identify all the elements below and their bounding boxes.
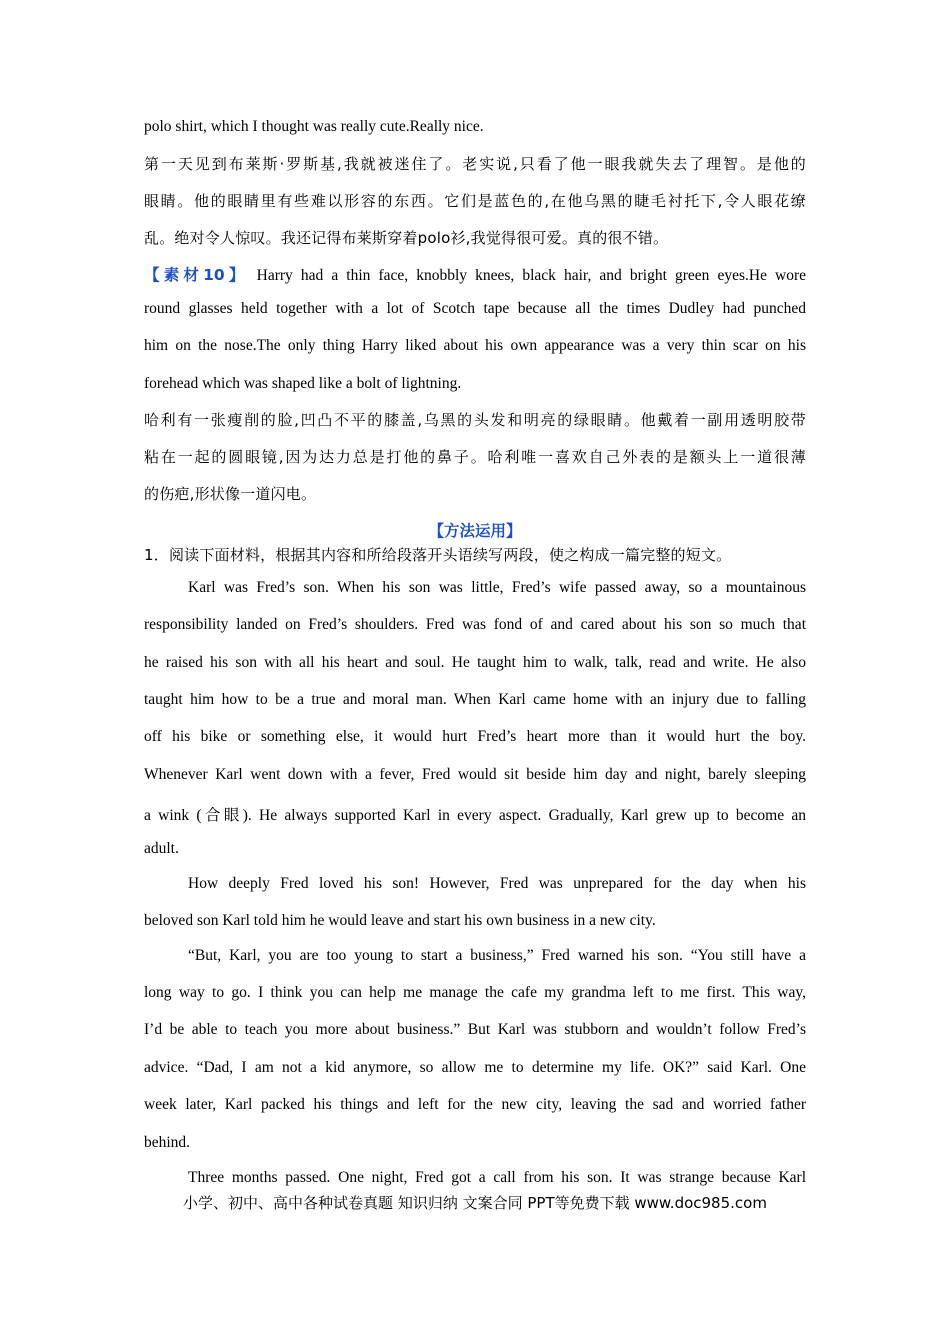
- text-line: beloved son Karl told him he would leave and start his own business in a new city.: [144, 912, 656, 929]
- text-line: 第一天见到布莱斯·罗斯基,我就被迷住了。老实说,只看了他一眼我就失去了理智。是他的: [144, 155, 806, 173]
- paragraph-first-line: “But, Karl, you are too young to start a business,” Fred warned his son. “You still have a: [188, 947, 806, 964]
- text-line: a wink (合眼). He always supported Karl in every aspect. Gradually, Karl grew up to become an: [144, 807, 806, 824]
- material-label: 【素材10】: [144, 266, 249, 284]
- text-line: 的伤疤,形状像一道闪电。: [144, 485, 317, 503]
- text-line: Whenever Karl went down with a fever, Fred would sit beside him day and night, barely sleeping: [144, 766, 806, 783]
- paragraph-first-line: Three months passed. One night, Fred got a call from his son. It was strange because Karl: [188, 1169, 806, 1186]
- text-line: him on the nose.The only thing Harry liked about his own appearance was a very thin scar on his: [144, 337, 806, 354]
- paragraph-first-line: Karl was Fred’s son. When his son was little, Fred’s wife passed away, so a mountainous: [188, 579, 806, 596]
- page-footer: 小学、初中、高中各种试卷真题 知识归纳 文案合同 PPT等免费下载 www.doc985.com: [183, 1194, 767, 1212]
- text-line: behind.: [144, 1134, 191, 1151]
- text-line: long way to go. I think you can help me manage the cafe my grandma left to me first. This way,: [144, 984, 806, 1001]
- paragraph-first-line: How deeply Fred loved his son! However, Fred was unprepared for the day when his: [188, 875, 806, 892]
- text-line: responsibility landed on Fred’s shoulders. Fred was fond of and cared about his son so much that: [144, 616, 806, 633]
- text-line: 粘在一起的圆眼镜,因为达力总是打他的鼻子。哈利唯一喜欢自己外表的是额头上一道很薄: [144, 448, 806, 466]
- text-line: week later, Karl packed his things and left for the new city, leaving the sad and worried father: [144, 1096, 806, 1113]
- material-10-line: [144, 263, 806, 285]
- question-prompt: 1．阅读下面材料，根据其内容和所给段落开头语续写两段，使之构成一篇完整的短文。: [144, 546, 732, 564]
- text-line: he raised his son with all his heart and soul. He taught him to walk, talk, read and write. He also: [144, 654, 806, 671]
- text-line: advice. “Dad, I am not a kid anymore, so allow me to determine my life. OK?” said Karl. One: [144, 1059, 806, 1076]
- text-line: polo shirt, which I thought was really cute.Really nice.: [144, 118, 484, 135]
- text-line: round glasses held together with a lot of Scotch tape because all the times Dudley had punched: [144, 300, 806, 317]
- text-line: 眼睛。他的眼睛里有些难以形容的东西。它们是蓝色的,在他乌黑的睫毛衬托下,令人眼花缭: [144, 192, 806, 210]
- text-line: taught him how to be a true and moral man. When Karl came home with an injury due to falling: [144, 691, 806, 708]
- text-line: off his bike or something else, it would hurt Fred’s heart more than it would hurt the boy.: [144, 728, 806, 745]
- section-heading: 【方法运用】: [428, 522, 522, 540]
- text-line: adult.: [144, 840, 179, 857]
- text-span: Harry had a thin face, knobbly knees, black hair, and bright green eyes.He wore: [256, 267, 806, 284]
- text-line: 乱。绝对令人惊叹。我还记得布莱斯穿着polo衫,我觉得很可爱。真的很不错。: [144, 229, 669, 247]
- text-line: 哈利有一张瘦削的脸,凹凸不平的膝盖,乌黑的头发和明亮的绿眼睛。他戴着一副用透明胶带: [144, 411, 806, 429]
- text-line: I’d be able to teach you more about business.” But Karl was stubborn and wouldn’t follow Fred’s: [144, 1021, 806, 1038]
- text-line: forehead which was shaped like a bolt of lightning.: [144, 375, 462, 392]
